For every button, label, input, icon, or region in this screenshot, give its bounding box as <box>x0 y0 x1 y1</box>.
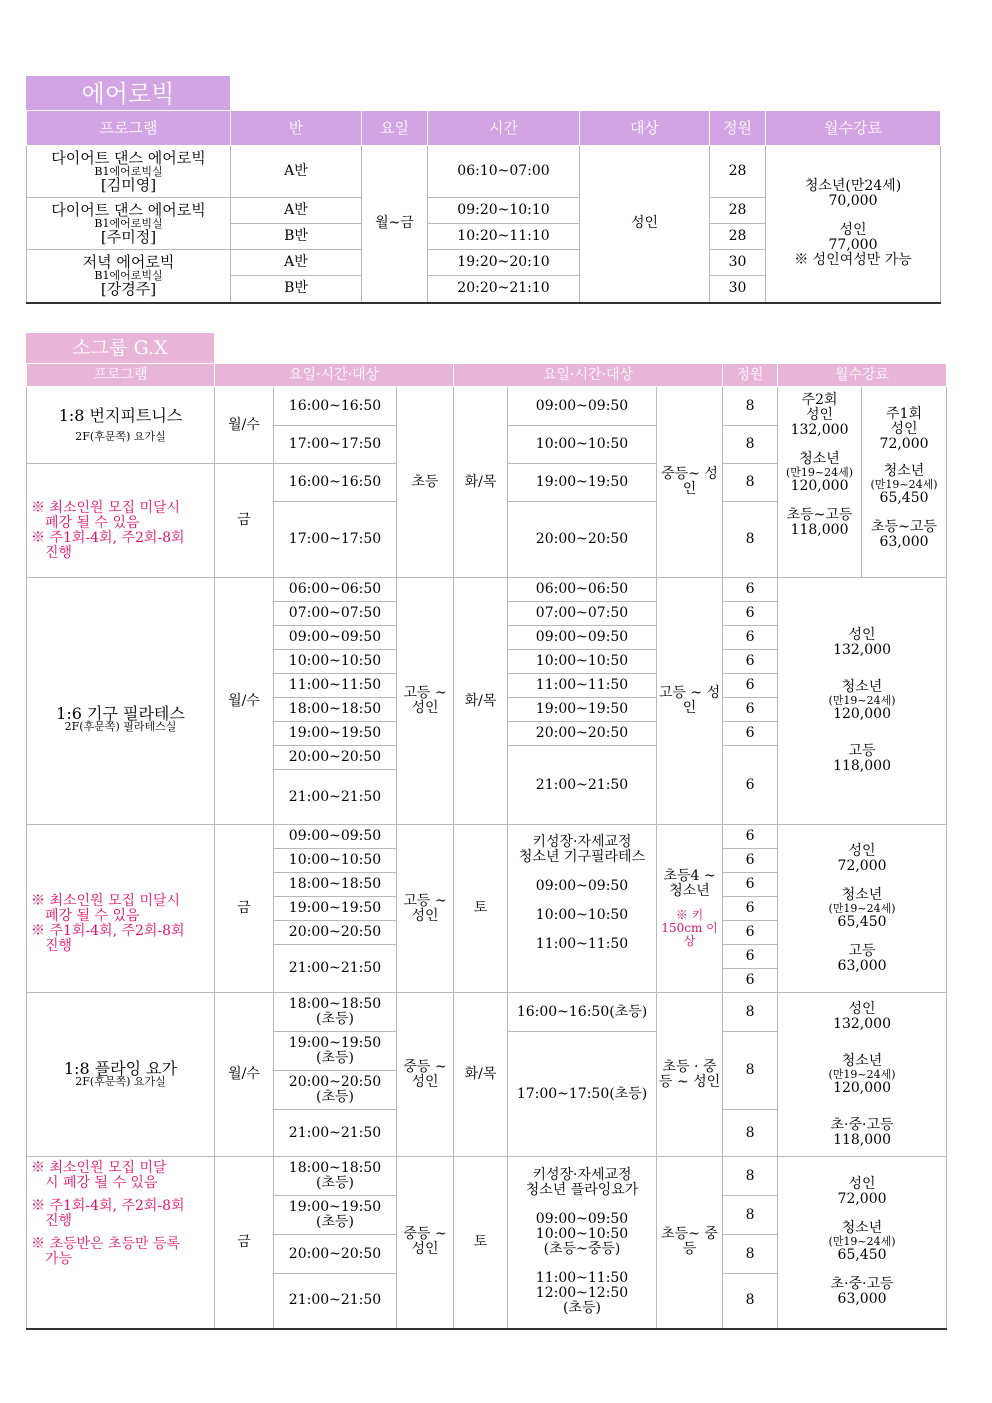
fee-adult-label: 성인 <box>848 627 876 643</box>
header-program: 프로그램 <box>27 364 215 387</box>
fee-youth-label: 청소년 <box>841 886 883 903</box>
note-line: 진행 <box>45 937 73 954</box>
bungee-time: 17:00~17:50 <box>274 502 397 578</box>
pilates-target-d <box>657 825 723 993</box>
pilates-time-c: 20:00~20:50 <box>508 722 657 746</box>
fee-kid-label: 초등~고등 <box>871 519 937 535</box>
fee-youth: 120,000 <box>790 478 849 494</box>
yoga-capacity: 8 <box>723 1196 778 1235</box>
yoga-day-c: 화/목 <box>454 993 508 1157</box>
yoga-notes <box>27 1157 215 1329</box>
pilates-target-c: 고등 ~ 성인 <box>657 578 723 825</box>
pilates-capacity: 6 <box>723 849 778 873</box>
yoga-time <box>274 993 397 1032</box>
bungee-capacity: 8 <box>723 426 778 464</box>
program-instructor: [강경주] <box>100 279 157 298</box>
time-sub: (초등) <box>316 1214 354 1230</box>
bungee-room: 2F(후문쪽) 요가실 <box>75 429 166 443</box>
yoga-time-c: 16:00~16:50(초등) <box>508 993 657 1032</box>
pilates-time-b: 10:00~10:50 <box>274 849 397 873</box>
sat-time: (초등~중등) <box>543 1241 621 1258</box>
pilates-time-b: 18:00~18:50 <box>274 873 397 897</box>
header-class: 반 <box>231 111 362 146</box>
yoga-program <box>27 993 215 1157</box>
yoga-capacity: 8 <box>723 1157 778 1196</box>
pilates-time-c: 19:00~19:50 <box>508 698 657 722</box>
yoga-time-c: 17:00~17:50(초등) <box>508 1032 657 1157</box>
header-fee: 월수강료 <box>778 364 947 387</box>
program-name: 다이어트 댄스 에어로빅 <box>51 200 206 219</box>
bungee-capacity: 8 <box>723 502 778 578</box>
header-schedule-a: 요일·시간·대상 <box>215 364 454 387</box>
pilates-time-b: 09:00~09:50 <box>274 825 397 849</box>
pilates-capacity: 6 <box>723 650 778 674</box>
fee-label: 주2회 <box>801 392 838 408</box>
fee-youth-price: 70,000 <box>828 193 878 210</box>
yoga-fee-a <box>778 993 947 1157</box>
bungee-fee-1 <box>862 387 947 578</box>
fee-adult: 72,000 <box>837 1191 887 1208</box>
yoga-capacity: 8 <box>723 993 778 1032</box>
yoga-capacity: 8 <box>723 1110 778 1157</box>
capacity-cell: 28 <box>710 224 766 250</box>
fee-youth-label: 청소년 <box>841 1052 883 1069</box>
target-note: ※ 키 150cm 이상 <box>661 908 718 948</box>
note-line: ※ 최소인원 모집 미달시 <box>31 499 181 516</box>
fee-youth-age: (만19~24세) <box>828 901 896 915</box>
fee-kid-label: 초·중·고등 <box>830 1276 894 1293</box>
time-cell: 20:20~21:10 <box>428 276 580 303</box>
bungee-target-a: 초등 <box>397 387 454 578</box>
pilates-time-b: 19:00~19:50 <box>274 897 397 921</box>
note-line: ※ 주1회-4회, 주2회-8회 <box>31 922 185 939</box>
bungee-time-c: 19:00~19:50 <box>508 464 657 502</box>
class-cell: A반 <box>231 250 362 276</box>
time-cell: 19:20~20:10 <box>428 250 580 276</box>
fee-youth-label: 청소년 <box>883 463 925 479</box>
time-cell: 10:20~11:10 <box>428 224 580 250</box>
pilates-notes <box>27 825 215 993</box>
pilates-time-b: 21:00~21:50 <box>274 945 397 993</box>
yoga-time-b <box>274 1196 397 1235</box>
pilates-capacity: 6 <box>723 746 778 825</box>
bungee-time: 16:00~16:50 <box>274 387 397 426</box>
fee-youth-age: (만19~24세) <box>828 1067 896 1081</box>
fee-adult: 132,000 <box>833 642 891 658</box>
pilates-time-c: 09:00~09:50 <box>508 626 657 650</box>
header-program: 프로그램 <box>27 111 231 146</box>
bungee-target-c: 중등~ 성인 <box>657 387 723 578</box>
yoga-day-b: 금 <box>215 1157 274 1329</box>
time-sub: (초등) <box>316 1050 354 1066</box>
pilates-time: 19:00~19:50 <box>274 722 397 746</box>
sat-time: 11:00~11:50 <box>535 1270 629 1287</box>
time-cell: 06:10~07:00 <box>428 146 580 198</box>
time-text: 18:00~18:50 <box>288 1160 382 1176</box>
fee-adult-label: 성인 <box>848 1176 876 1193</box>
class-cell: B반 <box>231 224 362 250</box>
program-name: 저녁 에어로빅 <box>82 252 175 271</box>
yoga-day-d: 토 <box>454 1157 508 1329</box>
capacity-cell: 30 <box>710 250 766 276</box>
pilates-capacity: 6 <box>723 921 778 945</box>
sat-title: 청소년 플라잉요가 <box>525 1182 639 1199</box>
header-fee: 월수강료 <box>766 111 941 146</box>
fee-adult: 72,000 <box>879 436 929 452</box>
pilates-fee-a <box>778 578 947 825</box>
bungee-program <box>27 387 215 464</box>
time-text: 19:00~19:50 <box>288 1035 382 1051</box>
capacity-cell: 28 <box>710 198 766 224</box>
time-sub: (초등) <box>316 1011 354 1027</box>
yoga-time-b <box>274 1157 397 1196</box>
yoga-target-c: 초등 · 중등 ~ 성인 <box>657 993 723 1157</box>
bungee-day-b: 금 <box>215 464 274 578</box>
pilates-time: 18:00~18:50 <box>274 698 397 722</box>
aerobic-title: 에어로빅 <box>26 76 230 112</box>
program-name: 다이어트 댄스 에어로빅 <box>51 148 206 167</box>
yoga-sat <box>508 1157 657 1329</box>
sat-title: 청소년 기구필라테스 <box>518 849 646 865</box>
pilates-target-a: 고등 ~ 성인 <box>397 578 454 825</box>
pilates-time-c: 10:00~10:50 <box>508 650 657 674</box>
yoga-time-b: 21:00~21:50 <box>274 1274 397 1329</box>
bungee-notes <box>27 464 215 578</box>
pilates-capacity: 6 <box>723 945 778 969</box>
pilates-capacity: 6 <box>723 873 778 897</box>
pilates-target-b: 고등 ~ 성인 <box>397 825 454 993</box>
bungee-capacity: 8 <box>723 387 778 426</box>
program-cell <box>27 250 231 303</box>
fee-high-label: 고등 <box>848 942 876 959</box>
program-cell <box>27 198 231 250</box>
pilates-time-b: 20:00~20:50 <box>274 921 397 945</box>
bungee-time-c: 20:00~20:50 <box>508 502 657 578</box>
fee-high-label: 고등 <box>848 743 876 759</box>
fee-youth-label: 청소년 <box>841 679 883 695</box>
fee-adult: 132,000 <box>790 422 849 438</box>
pilates-time: 21:00~21:50 <box>274 770 397 825</box>
fee-youth-age: (만19~24세) <box>828 1235 896 1249</box>
bungee-time: 16:00~16:50 <box>274 464 397 502</box>
yoga-day-a: 월/수 <box>215 993 274 1157</box>
note-line: 진행 <box>45 1213 73 1229</box>
fee-youth-label: 청소년(만24세) <box>804 178 902 195</box>
pilates-time: 10:00~10:50 <box>274 650 397 674</box>
bungee-name: 1:8 번지피트니스 <box>58 405 183 425</box>
time-text: 19:00~19:50 <box>288 1199 382 1215</box>
bungee-time-c: 10:00~10:50 <box>508 426 657 464</box>
yoga-capacity: 8 <box>723 1032 778 1110</box>
gx-table <box>26 363 947 1330</box>
fee-youth: 120,000 <box>833 706 891 722</box>
pilates-time-c: 11:00~11:50 <box>508 674 657 698</box>
program-room: B1에어로빅실 <box>94 268 163 282</box>
pilates-time: 11:00~11:50 <box>274 674 397 698</box>
pilates-capacity: 6 <box>723 969 778 993</box>
program-room: B1에어로빅실 <box>94 164 163 178</box>
bungee-day-a: 월/수 <box>215 387 274 464</box>
time-sub: (초등) <box>316 1175 354 1191</box>
fee-kid: 63,000 <box>879 534 929 550</box>
days-cell: 월~금 <box>362 146 428 303</box>
time-cell: 09:20~10:10 <box>428 198 580 224</box>
pilates-capacity: 6 <box>723 626 778 650</box>
note-line: ※ 초등반은 초등만 등록 <box>31 1236 181 1252</box>
fee-adult-label: 성인 <box>890 421 918 437</box>
pilates-day-b: 금 <box>215 825 274 993</box>
program-instructor: [김미영] <box>100 175 157 194</box>
bungee-day-c: 화/목 <box>454 387 508 578</box>
fee-high: 118,000 <box>833 758 891 774</box>
program-room: B1에어로빅실 <box>94 216 163 230</box>
sat-title: 키성장·자세교정 <box>532 834 632 850</box>
header-time: 시간 <box>428 111 580 146</box>
pilates-time-c: 21:00~21:50 <box>508 746 657 825</box>
yoga-time <box>274 1032 397 1071</box>
yoga-fee-b <box>778 1157 947 1329</box>
pilates-sat <box>508 825 657 993</box>
pilates-program <box>27 578 215 825</box>
class-cell: A반 <box>231 146 362 198</box>
fee-youth: 65,450 <box>837 913 887 930</box>
fee-youth-label: 청소년 <box>841 1220 883 1237</box>
fee-adult-label: 성인 <box>839 222 867 239</box>
gx-title: 소그룹 G.X <box>26 333 214 363</box>
sat-time: 12:00~12:50 <box>535 1285 629 1302</box>
sat-time: 09:00~09:50 <box>535 1211 629 1228</box>
target-cell: 성인 <box>580 146 710 303</box>
yoga-room: 2F(후문쪽) 요가실 <box>75 1075 166 1088</box>
note-line: 진행 <box>45 544 73 561</box>
pilates-time-c: 06:00~06:50 <box>508 578 657 602</box>
pilates-capacity: 6 <box>723 674 778 698</box>
header-schedule-b: 요일·시간·대상 <box>454 364 723 387</box>
class-cell: B반 <box>231 276 362 303</box>
fee-adult: 132,000 <box>833 1015 891 1032</box>
capacity-cell: 30 <box>710 276 766 303</box>
yoga-target-b: 중등 ~ 성인 <box>397 1157 454 1329</box>
pilates-capacity: 6 <box>723 698 778 722</box>
fee-kid: 63,000 <box>837 1291 887 1308</box>
fee-adult: 72,000 <box>837 857 887 874</box>
pilates-day-d: 토 <box>454 825 508 993</box>
sat-time: 11:00~11:50 <box>535 936 629 952</box>
fee-kid: 118,000 <box>833 1131 891 1148</box>
fee-youth: 65,450 <box>837 1247 887 1264</box>
yoga-time: 21:00~21:50 <box>274 1110 397 1157</box>
pilates-name: 1:6 기구 필라테스 <box>56 703 185 723</box>
pilates-capacity: 6 <box>723 897 778 921</box>
fee-kid-label: 초·중·고등 <box>830 1116 894 1133</box>
fee-youth: 65,450 <box>879 490 929 506</box>
header-days: 요일 <box>362 111 428 146</box>
yoga-capacity: 8 <box>723 1274 778 1329</box>
sat-title: 키성장·자세교정 <box>532 1167 632 1184</box>
pilates-room: 2F(후문쪽) 필라테스실 <box>64 719 177 733</box>
sat-time: 10:00~10:50 <box>535 907 629 923</box>
fee-cell <box>766 146 941 303</box>
fee-adult-price: 77,000 <box>828 237 878 254</box>
time-text: 18:00~18:50 <box>288 996 382 1012</box>
pilates-time: 20:00~20:50 <box>274 746 397 770</box>
fee-kid-label: 초등~고등 <box>786 507 853 523</box>
bungee-capacity: 8 <box>723 464 778 502</box>
header-capacity: 정원 <box>710 111 766 146</box>
note-line: ※ 주1회-4회, 주2회-8회 <box>31 1198 185 1214</box>
yoga-capacity: 8 <box>723 1235 778 1274</box>
header-capacity: 정원 <box>723 364 778 387</box>
header-target: 대상 <box>580 111 710 146</box>
note-line: ※ 최소인원 모집 미달시 <box>31 892 181 909</box>
pilates-time: 07:00~07:50 <box>274 602 397 626</box>
sat-time: 10:00~10:50 <box>535 1226 629 1243</box>
yoga-name: 1:8 플라잉 요가 <box>63 1059 178 1078</box>
note-line: ※ 주1회-4회, 주2회-8회 <box>31 529 185 546</box>
fee-youth-age: (만19~24세) <box>828 694 896 707</box>
note-line: 폐강 될 수 있음 <box>45 907 140 924</box>
target-text: 초등4 ~ 청소년 <box>663 868 716 899</box>
pilates-time-c: 07:00~07:50 <box>508 602 657 626</box>
time-sub: (초등) <box>316 1089 354 1105</box>
yoga-time <box>274 1071 397 1110</box>
pilates-fee-b <box>778 825 947 993</box>
note-line: 시 폐강 될 수 있음 <box>45 1175 158 1191</box>
pilates-day-c: 화/목 <box>454 578 508 825</box>
yoga-target-d: 초등~ 중등 <box>657 1157 723 1329</box>
time-text: 20:00~20:50 <box>288 1074 382 1090</box>
fee-youth-age: (만19~24세) <box>870 478 938 491</box>
pilates-day-a: 월/수 <box>215 578 274 825</box>
sat-time: 09:00~09:50 <box>535 878 629 894</box>
pilates-time: 06:00~06:50 <box>274 578 397 602</box>
program-instructor: [주미정] <box>100 227 157 246</box>
yoga-time-b: 20:00~20:50 <box>274 1235 397 1274</box>
fee-youth-label: 청소년 <box>799 451 840 467</box>
bungee-fee-2 <box>778 387 862 578</box>
fee-note: ※ 성인여성만 가능 <box>794 252 912 269</box>
note-line: ※ 최소인원 모집 미달 <box>31 1160 167 1176</box>
fee-adult-label: 성인 <box>848 1000 876 1017</box>
note-line: 폐강 될 수 있음 <box>45 514 140 531</box>
note-line: 가능 <box>45 1251 73 1267</box>
yoga-target-a: 중등 ~ 성인 <box>397 993 454 1157</box>
class-cell: A반 <box>231 198 362 224</box>
fee-high: 63,000 <box>837 957 887 974</box>
pilates-time: 09:00~09:50 <box>274 626 397 650</box>
pilates-capacity: 6 <box>723 825 778 849</box>
capacity-cell: 28 <box>710 146 766 198</box>
sat-time: (초등) <box>563 1300 601 1317</box>
fee-adult-label: 성인 <box>806 407 834 423</box>
pilates-capacity: 6 <box>723 602 778 626</box>
fee-adult-label: 성인 <box>848 842 876 859</box>
fee-youth-age: (만19~24세) <box>786 466 854 479</box>
bungee-time: 17:00~17:50 <box>274 426 397 464</box>
fee-label: 주1회 <box>886 406 923 422</box>
program-cell <box>27 146 231 198</box>
bungee-time-c: 09:00~09:50 <box>508 387 657 426</box>
aerobic-table <box>26 110 941 304</box>
pilates-capacity: 6 <box>723 578 778 602</box>
fee-youth: 120,000 <box>833 1079 891 1096</box>
fee-kid: 118,000 <box>790 522 849 538</box>
pilates-capacity: 6 <box>723 722 778 746</box>
